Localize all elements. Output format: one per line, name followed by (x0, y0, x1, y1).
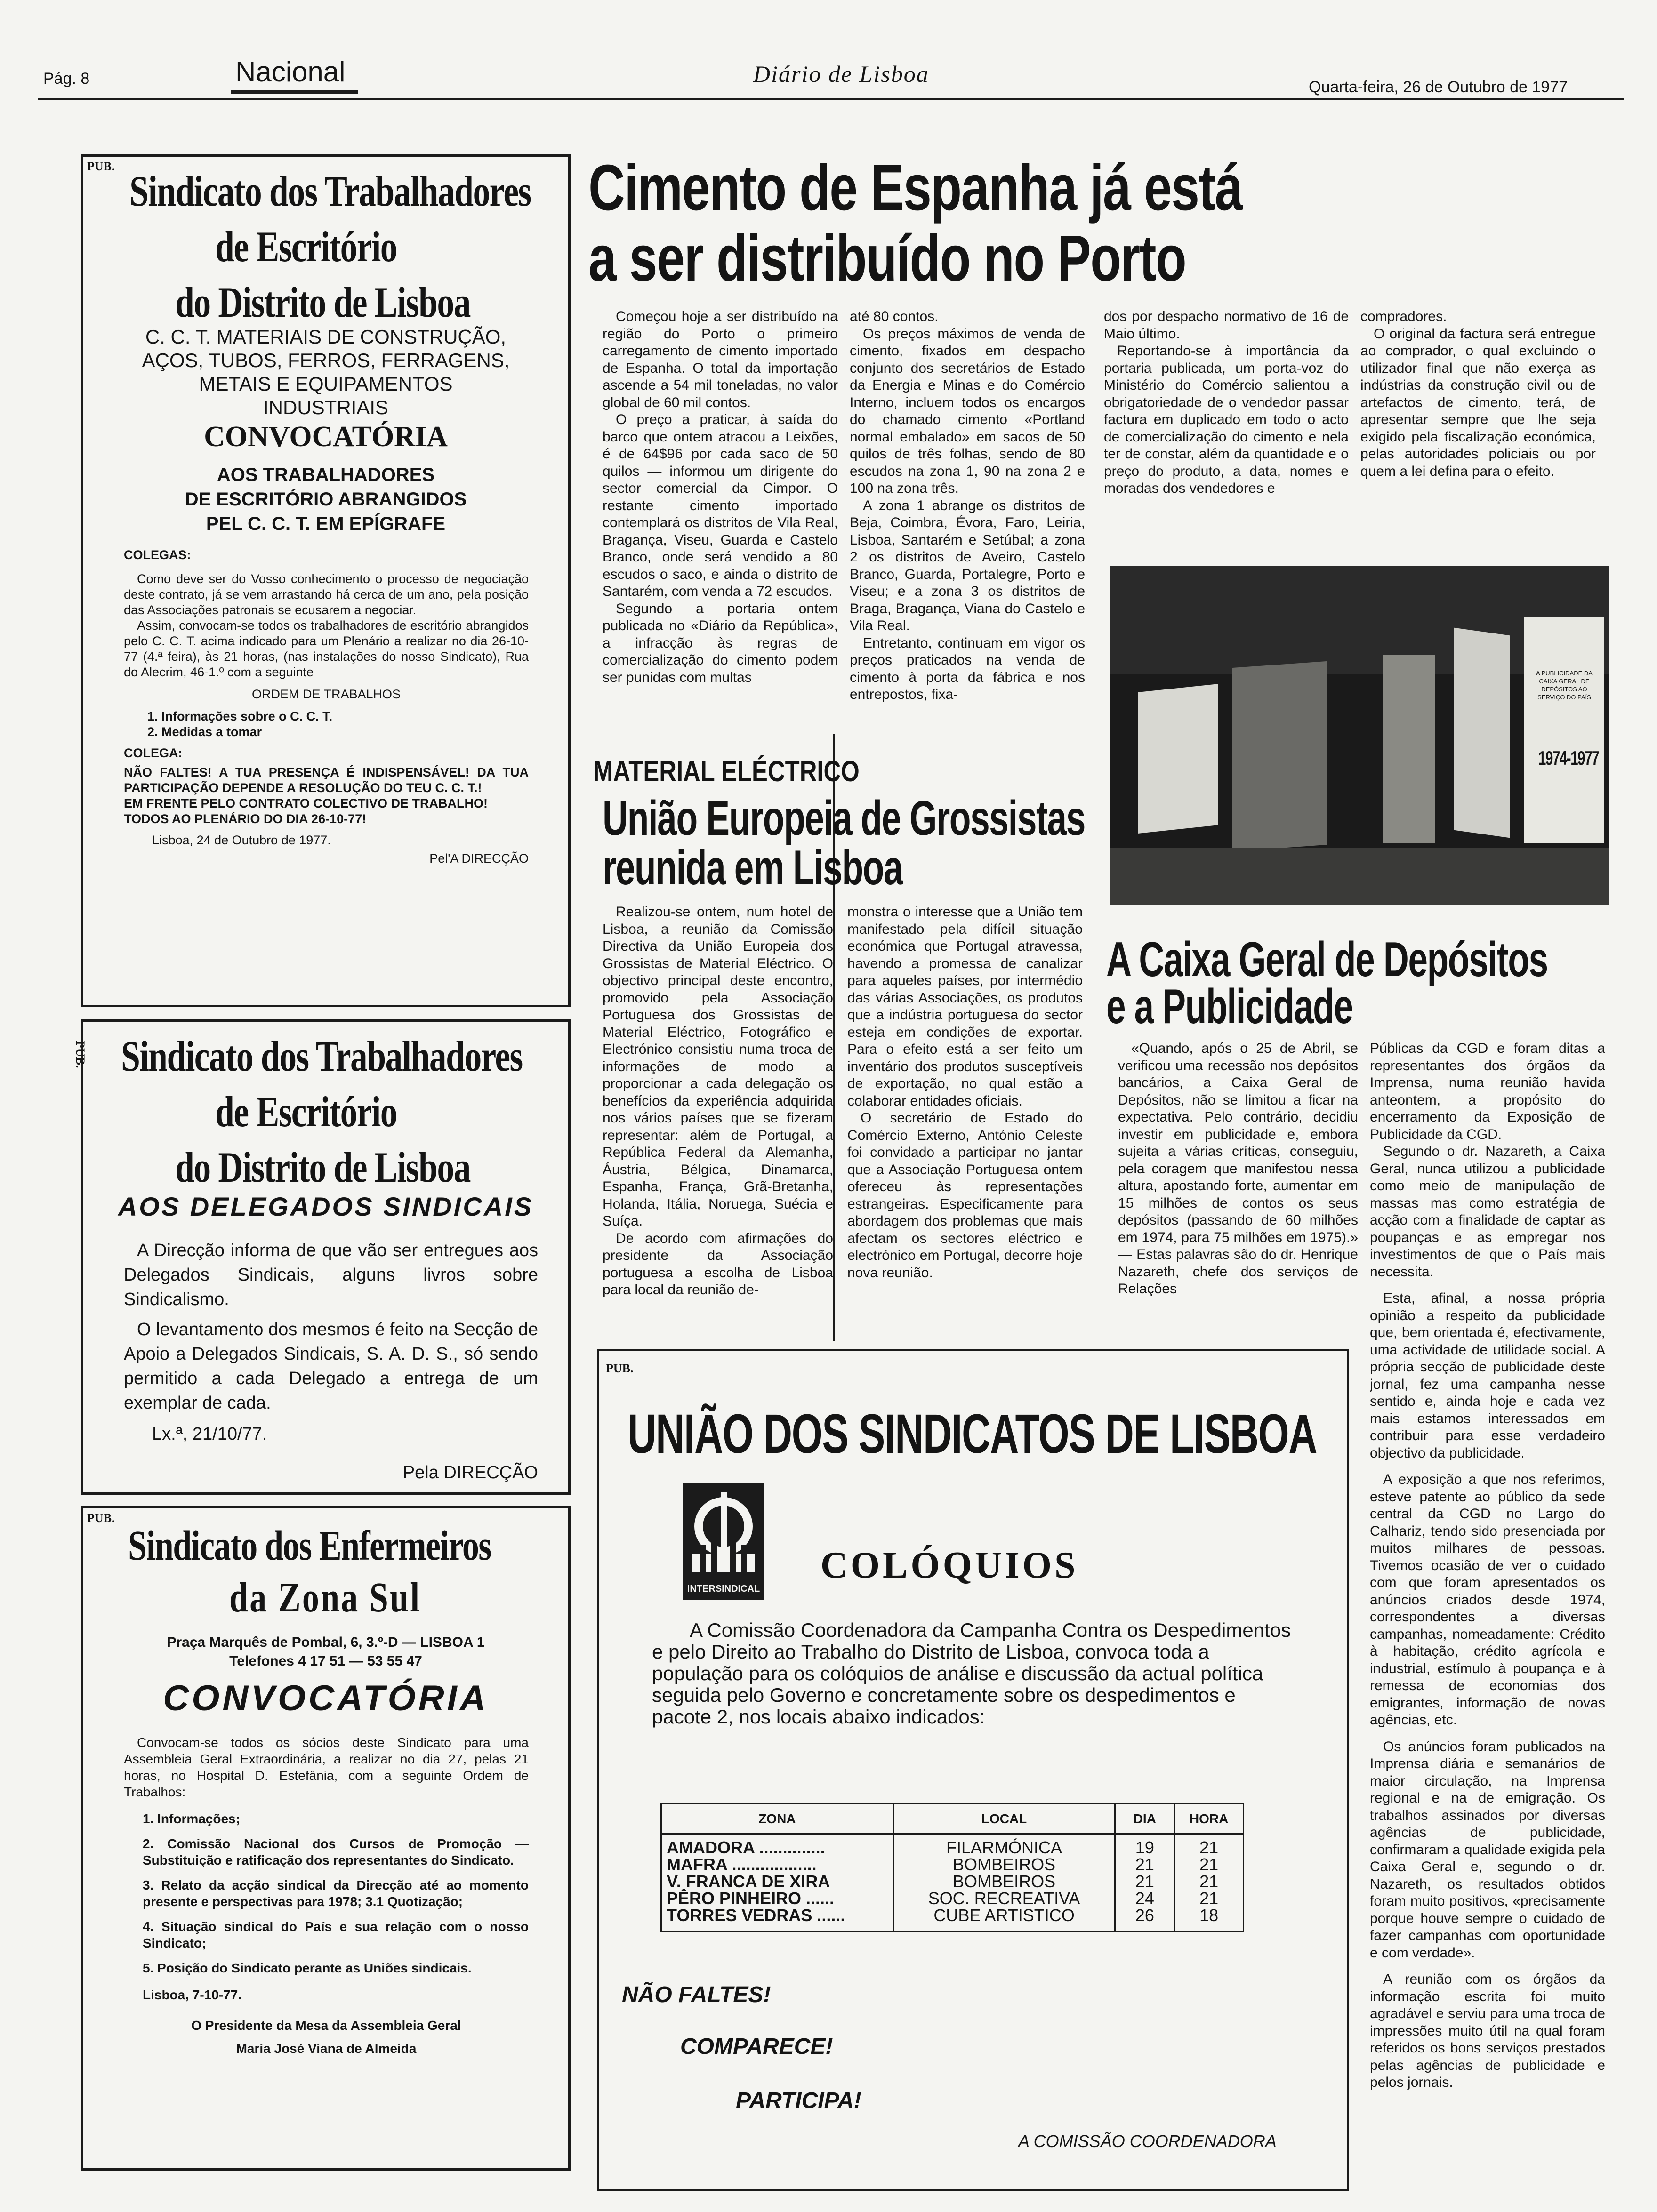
table-row: MAFRA .................. BOMBEIROS 21 21 (661, 1856, 1244, 1873)
ad-body: Convocam-se todos os sócios deste Sindicato para uma Assembleia Geral Extraordinária, a realizar no dia 27, pelas 21 horas, no Hospital D. Estefânia, com a seguinte Ordem de Trabalhos: 1. Informações; 2. Comissão Nacional dos Cursos de Promoção — Substituição e ratificação dos representantes do Sindicato. 3. Relato da acção sindical da Direcção até ao momento presente e perspectivas para 1978; 3.1 Quotização; 4. Situação sindical do País e sua relação com o nosso Sindicato; 5. Posição do Sindicato perante as Uniões sindicais. Lisboa, 7-10-77. O Presidente da Mesa da Assembleia Geral Maria José Viana de Almeida (124, 1735, 529, 2056)
ad-body: A Direcção informa de que vão ser entregues aos Delegados Sindicais, alguns livros sobre Sindicalismo. O levantamento dos mesmos é feito na Secção de Apoio a Delegados Sindicais, S. A. D. S., só sendo permitido a cada Delegado a entrega de um exemplar de cada. Lx.ª, 21/10/77. Pela DIRECÇÃO (124, 1241, 538, 1483)
headline: União Europeia de Grossistas (603, 791, 1085, 846)
column-1: Realizou-se ontem, num hotel de Lisboa, a reunião da Comissão Directiva da União Europeia dos Grossistas de Material Eléctrico. O objectivo principal deste encontro, promovido pela Associação Portuguesa dos Grossistas de Material Eléctrico, Fotográfico e Electrónico consistiu numa troca de informações de modo a proporcionar a cada delegação os benefícios da experiência adquirida nos vários países que se fizeram representar: além de Portugal, a República Federal da Alemanha, Áustria, Bélgica, Dinamarca, Espanha, França, Grã-Bretanha, Holanda, Itália, Noruega, Suécia e Suíça. De acordo com afirmações do presidente da Associação portuguesa a escolha de Lisboa para local da reunião de- (603, 904, 833, 1298)
intersindical-logo (683, 1483, 764, 1600)
call-to-action: PARTICIPA! (736, 2088, 861, 2113)
ad-title: UNIÃO DOS SINDICATOS DE LISBOA (627, 1403, 1317, 1465)
col-header-dia: DIA (1115, 1804, 1174, 1834)
ad-subject: C. C. T. MATERIAIS DE CONSTRUÇÃO, AÇOS, TUBOS, FERROS, FERRAGENS, METAIS E EQUIPAMENTOS INDUSTRIAIS (142, 326, 510, 418)
ad-sindicato-escritorio-delegados (73, 1019, 571, 1495)
ad-body: COLEGAS: Como deve ser do Vosso conhecimento o processo de negociação deste contrato, já se vem arrastando há cerca de um ano, pela posição das Associações patronais se ecusarem a negociar. Assim, convocam-se todos os trabalhadores de escritório abrangidos pelo C. C. T. acima indicado para um Plenário a realizar no dia 26-10-77 (4.ª feira), às 21 horas, (nas instalações do nosso Sindicato), Rua do Alecrim, 46-1.º com a seguinte ORDEM DE TRABALHOS 1. Informações sobre o C. C. T. 2. Medidas a tomar COLEGA: NÃO FALTES! A TUA PRESENÇA É INDISPENSÁVEL! DA TUA PARTICIPAÇÃO DEPENDE A RESOLUÇÃO DO TEU C. C. T.! EM FRENTE PELO CONTRATO COLECTIVO DE TRABALHO! TODOS AO PLENÁRIO DO DIA 26-10-77! Lisboa, 24 de Outubro de 1977. Pel'A DIRECÇÃO (124, 548, 529, 866)
ad-signature: A COMISSÃO COORDENADORA (1018, 2132, 1277, 2151)
exhibition-photo (1110, 566, 1609, 905)
ad-title: Sindicato dos Trabalhadores de Escritório do Distrito de Lisboa (121, 1032, 523, 1191)
poster-board (1232, 661, 1327, 851)
ad-title: Sindicato dos Enfermeiros da Zona Sul (128, 1523, 491, 1621)
agenda-item: 4. Situação sindical do País e sua relação com o nosso Sindicato; (143, 1919, 529, 1950)
poster-board (1454, 628, 1510, 838)
floor (1110, 848, 1609, 905)
article-material-electrico (588, 734, 1106, 1346)
col-header-hora: HORA (1174, 1804, 1244, 1834)
agenda-item: 3. Relato da acção sindical da Direcção até ao momento presente e perspectivas para 1978; 3.1 Quotização; (143, 1878, 529, 1909)
exhibition-poster: A PUBLICIDADE DA CAIXA GERAL DE DEPÓSITOS AO SERVIÇO DO PAÍS 1974-1977 (1524, 617, 1604, 843)
call-to-action: COMPARECE! (680, 2034, 833, 2059)
intersindical-icon (683, 1483, 764, 1582)
column-1: «Quando, após o 25 de Abril, se verificou uma recessão nos depósitos bancários, a Caixa Geral de Depósitos, não se limitou a ficar na expectativa. Pelo contrário, decidiu investir em publicidade e, embora sujeita a várias críticas, conseguiu, pela coragem que manifestou nessa altura, apostando forte, aumentar em 15 milhões de contos os seus depósitos (passando de 60 milhões em 1974, para 75 milhões em 1975).» — Estas palavras são do dr. Henrique Nazareth, chefe dos serviços de Relações (1118, 1041, 1358, 1297)
col-header-zona: ZONA (661, 1804, 893, 1834)
table-row: AMADORA .............. FILARMÓNICA 19 21 (661, 1834, 1244, 1857)
table-row: TORRES VEDRAS ...... CUBE ARTISTICO 26 18 (661, 1907, 1244, 1931)
column-4: compradores. O original da factura será entregue ao comprador, o qual excluindo o utilizador final que não exerça as indústrias da construção civil ou de artefactos de cimento, terá, de apresentar sempre que lhe seja exigido pela fiscalização económica, pelas autoridades policiais ou por quem a lei defina para o efeito. (1360, 309, 1596, 479)
masthead: Diário de Lisboa (753, 61, 929, 87)
column-2: até 80 contos. Os preços máximos de venda de cimento, fixados em despacho conjunto dos secretários de Estado da Energia e Minas e do Comércio Interno, incluem todos os encargos do chamado cimento «Portland normal embalado» em sacos de 50 quilos de três folhas, sendo de 80 escudos na zona 1, 90 na zona 2 e 100 na zona três. A zona 1 abrange os distritos de Beja, Coimbra, Évora, Faro, Leiria, Lisboa, Santarém e Setúbal; a zona 2 os distritos de Aveiro, Castelo Branco, Guarda, Portalegre, Porto e Viseu; e a zona 3 os distritos de Braga, Bragança, Viana do Castelo e Vila Real. Entretanto, continuam em vigor os preços praticados na venda de cimento à porta da fábrica e nos entrepostos, fixa- (850, 309, 1085, 702)
agenda-item: 2. Comissão Nacional dos Cursos de Promoção — Substituição e ratificação dos representantes do Sindicato. (143, 1836, 529, 1867)
call-to-action: NÃO FALTES! (622, 1982, 771, 2007)
kicker: MATERIAL ELÉCTRICO (593, 755, 860, 788)
ad-addressees: AOS TRABALHADORES DE ESCRITÓRIO ABRANGIDOS PEL C. C. T. EM EPÍGRAFE (185, 465, 467, 534)
ad-sindicato-escritorio-convocatoria (81, 154, 571, 1007)
column-1: Começou hoje a ser distribuído na região do Porto o primeiro carregamento de cimento importado de Espanha. O total da importação ascende a 54 mil toneladas, no valor global de 60 mil contos. O preço a praticar, à saída do barco que ontem atracou a Leixões, é de 64$96 por cada saco de 50 quilos — informou um dirigente do sector comercial da Cimpor. O restante cimento importado contemplará os distritos de Vila Real, Bragança, Viseu, Guarda e Castelo Branco, onde será vendido a 80 escudos o saco, e ainda o distrito de Santarém, com venda a 72 escudos. Segundo a portaria ontem publicada no «Diário da República», a infracção às regras de comercialização do cimento podem ser punidas com multas (603, 309, 838, 685)
ad-heading: COLÓQUIOS (820, 1545, 1078, 1586)
section-name: Nacional (235, 56, 346, 88)
issue-date: Quarta-feira, 26 de Outubro de 1977 (1309, 78, 1568, 96)
table-row: V. FRANCA DE XIRA BOMBEIROS 21 21 (661, 1873, 1244, 1890)
ad-heading: CONVOCATÓRIA (204, 421, 448, 453)
logo-label: INTERSINDICAL (687, 1584, 760, 1594)
page-header (0, 0, 1657, 104)
col-header-local: LOCAL (893, 1804, 1115, 1834)
agenda-item: 1. Informações; (143, 1811, 240, 1826)
headline: A Caixa Geral de Depósitos (1106, 932, 1548, 987)
column-2: monstra o interesse que a União tem manifestado pela difícil situação económica que Portugal atravessa, havendo a promessa de canalizar para aqueles países, por intermédio das várias Associações, os produtos que a indústria portuguesa do sector esteja em condições de exportar. Para o efeito está a ser feito um inventário dos produtos susceptíveis de exportação, no qual estão a colaborar entidades oficiais. O secretário de Estado do Comércio Externo, António Celeste foi convidado a participar no jantar que a Associação Portuguesa ontem ofereceu às representações estrangeiras. Especificamente para abordagem dos problemas que mais afectam os sectores eléctrico e electrónico em Portugal, decorre hoje nova reunião. (847, 904, 1083, 1281)
ad-uniao-sindicatos (597, 1349, 1349, 2191)
column-3: dos por despacho normativo de 16 de Maio último. Reportando-se à importância da portaria publicada, um porta-voz do Ministério do Comércio salientou a obrigatoriedade de o vendedor passar factura em duplicado em todo o acto de comercialização do cimento e nela ter de constar, além da quantidade e o preço do produto, a data, nomes e moradas dos vendedores e (1104, 309, 1349, 496)
column-2: Públicas da CGD e foram ditas a representantes dos órgãos da Imprensa, numa reunião havida anteontem, a propósito do encerramento da Exposição de Publicidade da CGD. Segundo o dr. Nazareth, a Caixa Geral, nunca utilizou a publicidade como meio de manipulação de massas mas como estratégia de acção com a finalidade de captar as poupanças e as empregar nos investimentos de que o País mais necessita. Esta, afinal, a nossa própria opinião a respeito da publicidade que, bem orientada é, efectivamente, uma actividade de utilidade social. A própria secção de publicidade deste jornal, fez uma campanha nesse sentido e, ainda hoje e cada vez mais estamos interessados em contribuir para esse verdadeiro objectivo da publicidade. A exposição a que nos referimos, esteve patente ao público da sede central da CGD no Largo do Calhariz, tendo sido presenciada por muitos milhares de pessoas. Tivemos ocasião de ver o cuidado com que foram apresentados os anúncios criados desde 1974, correspondentes a diversas campanhas, nomeadamente: Crédito à habitação, crédito agrícola e industrial, estímulo à poupança e à remessa de economias dos emigrantes, informação de novas agências, etc. Os anúncios foram publicados na Imprensa diária e semanários de maior circulação, na Imprensa regional e na de emigração. Os trabalhos assinados por diversas agências de publicidade, confirmaram a qualidade exigida pela Caixa Geral e, segundo o dr. Nazareth, os resultados obtidos foram muito positivos, «precisamente porque houve sempre o cuidado de fazer campanhas com oportunidade e com verdade». A reunião com os órgãos da informação escrita foi muito agradável e serviu para uma troca de impressões muito útil na qual foram referidos os bons serviços prestados pelas agências de publicidade e pelos jornais. (1370, 1041, 1605, 2090)
headline: Cimento de Espanha já está (588, 152, 1243, 224)
ad-sindicato-enfermeiros (81, 1506, 571, 2171)
pub-label: PUB. (73, 1041, 87, 1068)
ad-heading: AOS DELEGADOS SINDICAIS (118, 1192, 534, 1221)
page-number: Pág. 8 (43, 70, 90, 88)
headline: e a Publicidade (1106, 979, 1353, 1034)
poster-board (1383, 655, 1435, 843)
ad-title: Sindicato dos Trabalhadores de Escritório do Distrito de Lisboa (129, 167, 531, 326)
pub-label: PUB. (606, 1362, 634, 1375)
poster-board (1138, 684, 1218, 834)
venues-table (660, 1803, 1244, 1932)
pub-label: PUB. (87, 160, 115, 173)
headline: reunida em Lisboa (603, 841, 903, 895)
ad-address: Praça Marquês de Pombal, 6, 3.º-D — LISBOA 1 Telefones 4 17 51 — 53 55 47 (167, 1635, 485, 1669)
table-row: PÊRO PINHEIRO ...... SOC. RECREATIVA 24 21 (661, 1890, 1244, 1907)
ad-heading: CONVOCATÓRIA (163, 1678, 489, 1718)
headline: a ser distribuído no Porto (588, 222, 1186, 295)
ad-body: A Comissão Coordenadora da Campanha Contra os Despedimentos e pelo Direito ao Trabalho do Distrito de Lisboa, convoca toda a população para os colóquios de análise e discussão da actual política seguida pelo Governo e concretamente sobre os despedimentos e pacote 2, nos locais abaixo indicados: (652, 1619, 1291, 1728)
section-underline (231, 90, 358, 94)
pub-label: PUB. (87, 1511, 115, 1525)
header-rule (38, 98, 1624, 100)
agenda-item: 5. Posição do Sindicato perante as Uniões sindicais. (143, 1961, 472, 1975)
